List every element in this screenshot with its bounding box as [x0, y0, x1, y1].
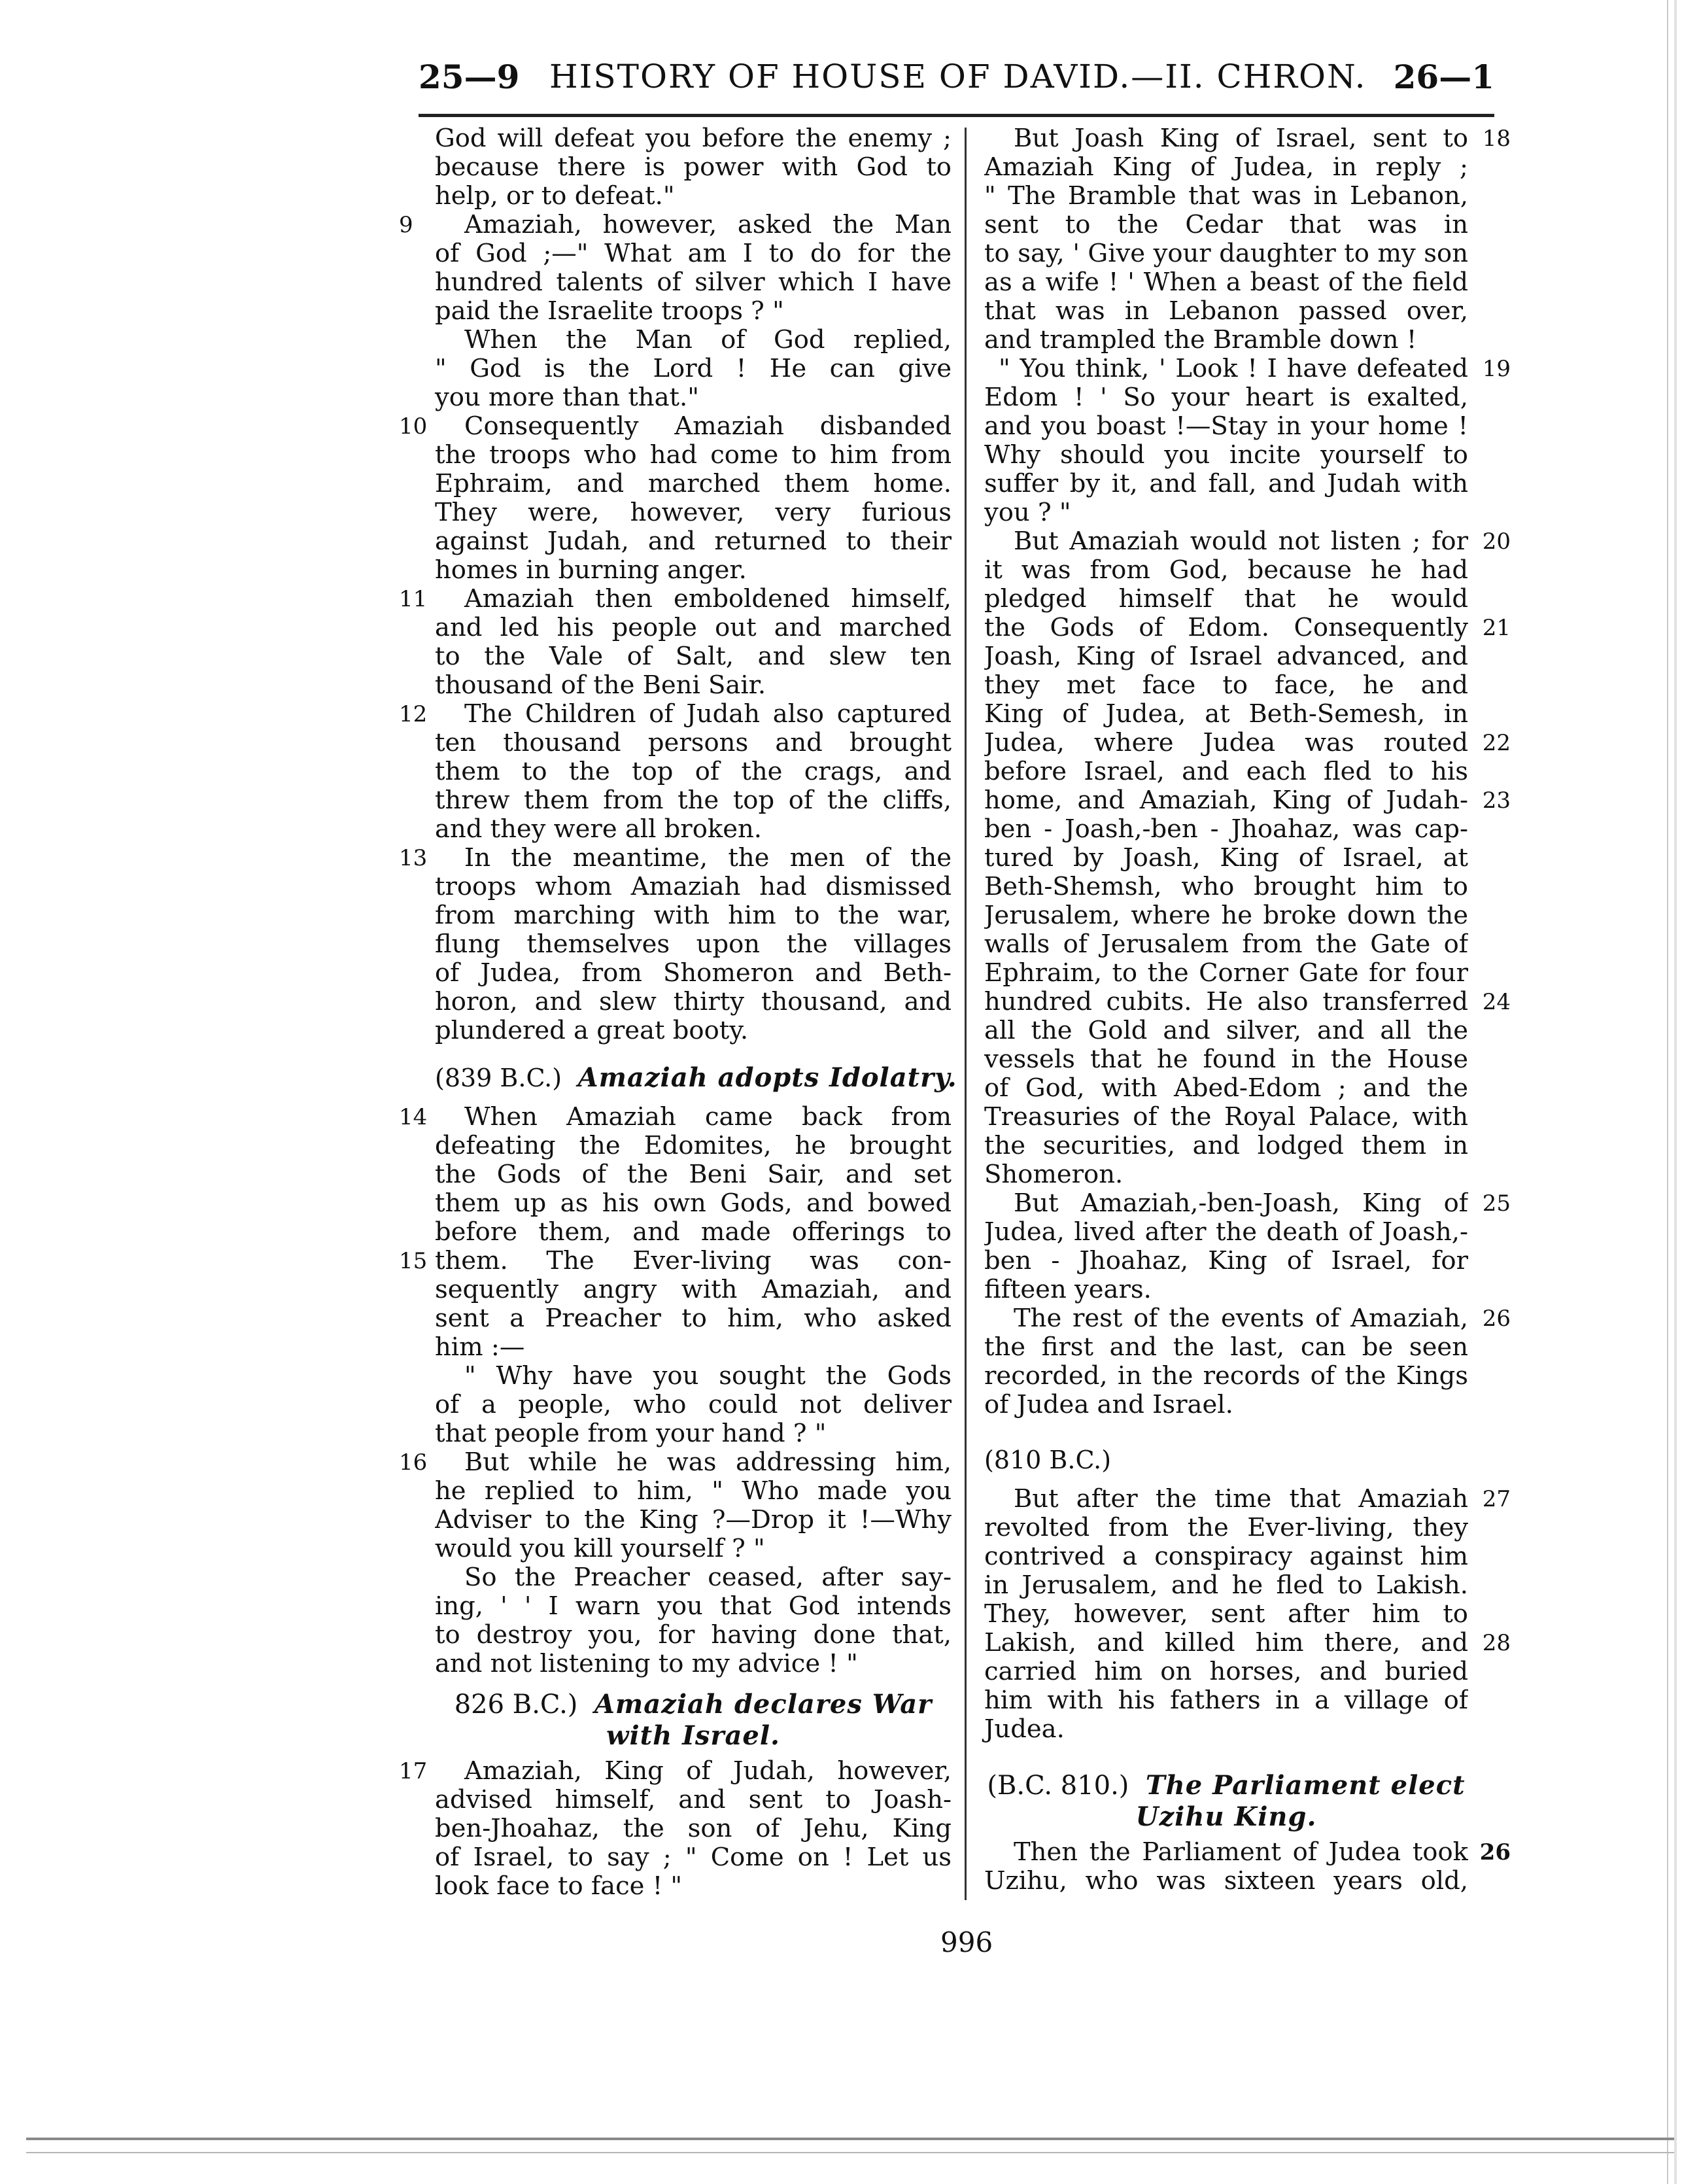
text-line: to destroy you, for having done that,: [435, 1621, 952, 1650]
text-line: God will defeat you before the enemy ;: [435, 124, 952, 153]
paragraph: [984, 1485, 1511, 1744]
verse-number: 10: [399, 413, 428, 440]
text-line: Adviser to the King ?—Drop it !—Why: [435, 1506, 952, 1534]
text-line: they met face to face, he and: [984, 671, 1468, 700]
text-line: " You think, ' Look ! I have defeated: [999, 355, 1468, 383]
text-line: ben-Jhoahaz, the son of Jehu, King: [435, 1814, 952, 1843]
text-line: of God, with Abed-Edom ; and the: [984, 1074, 1468, 1103]
text-line: of God ;—" What am I to do for the: [435, 239, 952, 268]
text-line: " Why have you sought the Gods: [464, 1362, 952, 1391]
text-line: horon, and slew thirty thousand, and: [435, 988, 952, 1016]
text-line: before them, and made offerings to: [435, 1218, 952, 1247]
paragraph: [984, 124, 1511, 355]
paragraph: [435, 326, 952, 412]
text-line: Amaziah then emboldened himself,: [464, 585, 952, 614]
text-line: flung themselves upon the villages: [435, 930, 952, 959]
header-right-ref: 26—1: [1393, 58, 1494, 96]
page-edge-shadow: [1667, 0, 1668, 2184]
text-line: suffer by it, and fall, and Judah with: [984, 470, 1468, 498]
text-line: Amaziah, King of Judah, however,: [464, 1757, 952, 1786]
text-line: Judea, where Judea was routed: [984, 729, 1468, 757]
text-line: Ephraim, to the Corner Gate for four: [984, 959, 1468, 988]
section-date: 826 B.C.): [454, 1690, 578, 1720]
text-line: all the Gold and silver, and all the: [984, 1016, 1468, 1045]
scan-bottom-edge: [26, 2138, 1674, 2140]
text-line: and not listening to my advice ! ": [435, 1649, 858, 1678]
text-line: The Children of Judah also captured: [464, 700, 952, 729]
text-line: pledged himself that he would: [984, 585, 1468, 614]
verse-number: 23: [1482, 788, 1511, 814]
text-line: threw them from the top of the cliffs,: [435, 786, 952, 815]
text-line: that was in Lebanon passed over,: [984, 297, 1468, 326]
text-line: But Joash King of Israel, sent to: [1014, 124, 1468, 153]
text-line: in Jerusalem, and he fled to Lakish.: [984, 1571, 1468, 1600]
paragraph: [435, 1563, 952, 1678]
text-line: troops whom Amaziah had dismissed: [435, 873, 952, 901]
verse-number: 16: [399, 1449, 428, 1476]
text-line: ten thousand persons and brought: [435, 729, 952, 757]
text-line: ben - Jhoahaz, King of Israel, for: [984, 1247, 1468, 1275]
text-line: him :—: [435, 1332, 525, 1362]
text-line: and led his people out and marched: [435, 614, 952, 642]
section-heading: [984, 1770, 1468, 1833]
verse-number: 17: [399, 1758, 428, 1784]
text-line: them up as his own Gods, and bowed: [435, 1189, 952, 1218]
text-line: fifteen years.: [984, 1275, 1152, 1304]
paragraph: [435, 124, 952, 211]
verse-number: 20: [1482, 529, 1511, 555]
text-line: Judea, lived after the death of Joash,-: [984, 1218, 1468, 1247]
paragraph: [399, 1448, 952, 1563]
section-heading: [435, 1062, 957, 1096]
text-line: that people from your hand ? ": [435, 1419, 827, 1448]
section-date: (B.C. 810.): [987, 1771, 1129, 1801]
text-line: he replied to him, " Who made you: [435, 1477, 952, 1506]
text-line: sent a Preacher to him, who asked: [435, 1304, 952, 1333]
text-line: contrived a conspiracy against him: [984, 1542, 1468, 1571]
text-line: But Amaziah would not listen ; for: [1014, 527, 1468, 556]
text-line: " God is the Lord ! He can give: [435, 355, 952, 383]
text-line: walls of Jerusalem from the Gate of: [984, 930, 1468, 959]
header-left-ref: 25—9: [419, 58, 520, 96]
text-line: sent to the Cedar that was in: [984, 211, 1468, 239]
text-line: They, however, sent after him to: [984, 1600, 1468, 1629]
text-line: look face to face ! ": [435, 1871, 683, 1901]
paragraph: [399, 585, 952, 700]
text-line: would you kill yourself ? ": [435, 1534, 765, 1563]
text-line: " The Bramble that was in Lebanon,: [984, 182, 1468, 211]
verse-number: 26: [1482, 1306, 1511, 1332]
text-line: Jerusalem, where he broke down the: [984, 901, 1468, 930]
text-line: help, or to defeat.": [435, 181, 675, 211]
text-line: plundered a great booty.: [435, 1016, 749, 1045]
text-line: In the meantime, the men of the: [464, 844, 952, 873]
page-edge-shadow-2: [1674, 0, 1677, 2184]
text-line: paid the Israelite troops ? ": [435, 296, 784, 326]
text-line: Amaziah, however, asked the Man: [464, 211, 952, 239]
text-line: Shomeron.: [984, 1160, 1124, 1189]
text-line: The rest of the events of Amaziah,: [1014, 1304, 1468, 1333]
verse-number: 28: [1482, 1630, 1511, 1656]
verse-number: 9: [399, 212, 413, 238]
text-line: of Judea and Israel.: [984, 1390, 1233, 1419]
paragraph: [399, 412, 952, 585]
text-line: of Judea, from Shomeron and Beth-: [435, 959, 952, 988]
text-line: Uzihu, who was sixteen years old,: [984, 1867, 1468, 1896]
verse-number: 27: [1482, 1486, 1511, 1512]
verse-number: 25: [1482, 1190, 1511, 1217]
text-line: homes in burning anger.: [435, 555, 747, 585]
section-heading: [435, 1689, 952, 1752]
text-line: the troops who had come to him from: [435, 441, 952, 470]
verse-number: 15: [399, 1248, 428, 1274]
verse-number: 26: [1479, 1839, 1511, 1865]
text-line: of a people, who could not deliver: [435, 1391, 952, 1419]
text-line: to the Vale of Salt, and slew ten: [435, 642, 952, 671]
text-line: King of Judea, at Beth-Semesh, in: [984, 700, 1468, 729]
text-line: hundred cubits. He also transferred: [984, 988, 1468, 1016]
section-title-cont: with Israel.: [606, 1720, 780, 1751]
text-line: because there is power with God to: [435, 153, 952, 182]
paragraph: [399, 844, 952, 1045]
text-line: When Amaziah came back from: [464, 1103, 952, 1132]
header-title: HISTORY OF HOUSE OF DAVID.—II. CHRON.: [549, 58, 1367, 95]
text-line: as a wife ! ' When a beast of the field: [984, 268, 1468, 297]
text-line: Why should you incite yourself to: [984, 441, 1468, 470]
paragraph: [399, 211, 952, 326]
section-date: (810 B.C.): [984, 1446, 1112, 1474]
text-line: the securities, and lodged them in: [984, 1132, 1468, 1160]
text-line: from marching with him to the war,: [435, 901, 952, 930]
right-column: [984, 124, 1511, 1896]
verse-number: 13: [399, 845, 428, 871]
verse-number: 18: [1482, 126, 1511, 152]
text-line: home, and Amaziah, King of Judah-: [984, 786, 1468, 815]
header-rule: [419, 114, 1494, 117]
text-line: But while he was addressing him,: [464, 1448, 952, 1477]
text-line: Judea.: [984, 1714, 1065, 1744]
text-line: before Israel, and each fled to his: [984, 757, 1468, 786]
text-line: Treasuries of the Royal Palace, with: [984, 1103, 1468, 1132]
text-line: vessels that he found in the House: [984, 1045, 1468, 1074]
paragraph: [399, 1757, 952, 1901]
text-line: When the Man of God replied,: [464, 326, 952, 355]
paragraph: [984, 1838, 1511, 1896]
text-line: carried him on horses, and buried: [984, 1657, 1468, 1686]
verse-number: 14: [399, 1104, 428, 1130]
text-line: recorded, in the records of the Kings: [984, 1362, 1468, 1391]
text-line: them to the top of the crags, and: [435, 757, 952, 786]
section-title: Amaziah adopts Idolatry.: [577, 1062, 957, 1093]
text-line: hundred talents of silver which I have: [435, 268, 952, 297]
text-line: advised himself, and sent to Joash-: [435, 1786, 952, 1814]
section-title-cont: Uzihu King.: [1135, 1801, 1317, 1832]
verse-number: 24: [1482, 989, 1511, 1015]
text-line: Ephraim, and marched them home.: [435, 470, 952, 498]
text-line: the Gods of the Beni Sair, and set: [435, 1160, 952, 1189]
text-line: Lakish, and killed him there, and: [984, 1629, 1468, 1657]
running-header: [419, 58, 1494, 103]
text-line: revolted from the Ever-living, they: [984, 1514, 1468, 1542]
text-line: So the Preacher ceased, after say-: [464, 1563, 952, 1592]
text-line: Amaziah King of Judea, in reply ;: [984, 153, 1468, 182]
paragraph: [435, 1362, 952, 1448]
text-line: against Judah, and returned to their: [435, 527, 952, 556]
text-line: tured by Joash, King of Israel, at: [984, 844, 1468, 873]
date-note: [984, 1446, 1468, 1478]
page-number: 996: [940, 1926, 993, 1958]
verse-number: 21: [1482, 615, 1511, 641]
verse-number: 11: [399, 586, 428, 612]
text-line: them. The Ever-living was con-: [435, 1247, 952, 1275]
paragraph: [984, 1189, 1511, 1304]
text-line: They were, however, very furious: [435, 498, 952, 527]
text-line: and trampled the Bramble down !: [984, 325, 1417, 355]
text-line: thousand of the Beni Sair.: [435, 670, 766, 700]
text-line: ben - Joash,-ben - Jhoahaz, was cap-: [984, 815, 1468, 844]
paragraph: [399, 1103, 952, 1362]
text-line: ing, ' ' I warn you that God intends: [435, 1592, 952, 1621]
verse-number: 19: [1482, 356, 1511, 382]
column-divider: [965, 128, 967, 1900]
section-date: (839 B.C.): [435, 1064, 562, 1092]
text-line: the Gods of Edom. Consequently: [984, 614, 1468, 642]
paragraph: [399, 700, 952, 844]
paragraph: [984, 527, 1511, 1189]
text-line: and you boast !—Stay in your home !: [984, 412, 1468, 441]
text-line: the first and the last, can be seen: [984, 1333, 1468, 1362]
verse-number: 22: [1482, 730, 1511, 756]
scan-bottom-edge-2: [26, 2152, 1674, 2153]
section-title: The Parliament elect: [1145, 1770, 1466, 1801]
left-column: [399, 124, 957, 1901]
text-line: sequently angry with Amaziah, and: [435, 1275, 952, 1304]
text-line: it was from God, because he had: [984, 556, 1468, 585]
section-title: Amaziah declares War: [594, 1689, 933, 1720]
text-line: you ? ": [984, 498, 1071, 527]
paragraph: [984, 355, 1511, 527]
verse-number: 12: [399, 701, 428, 727]
text-line: Then the Parliament of Judea took: [1014, 1838, 1468, 1867]
text-line: and they were all broken.: [435, 814, 763, 844]
text-line: of Israel, to say ; " Come on ! Let us: [435, 1843, 952, 1872]
text-line: But Amaziah,-ben-Joash, King of: [1014, 1189, 1468, 1218]
text-line: Consequently Amaziah disbanded: [464, 412, 952, 441]
text-line: him with his fathers in a village of: [984, 1686, 1468, 1715]
text-line: Joash, King of Israel advanced, and: [984, 642, 1468, 671]
text-line: to say, ' Give your daughter to my son: [984, 239, 1468, 268]
text-line: defeating the Edomites, he brought: [435, 1132, 952, 1160]
paragraph: [984, 1304, 1511, 1419]
text-line: But after the time that Amaziah: [1014, 1485, 1468, 1514]
text-line: Edom ! ' So your heart is exalted,: [984, 383, 1468, 412]
text-line: you more than that.": [435, 383, 699, 412]
text-line: Beth-Shemsh, who brought him to: [984, 873, 1468, 901]
